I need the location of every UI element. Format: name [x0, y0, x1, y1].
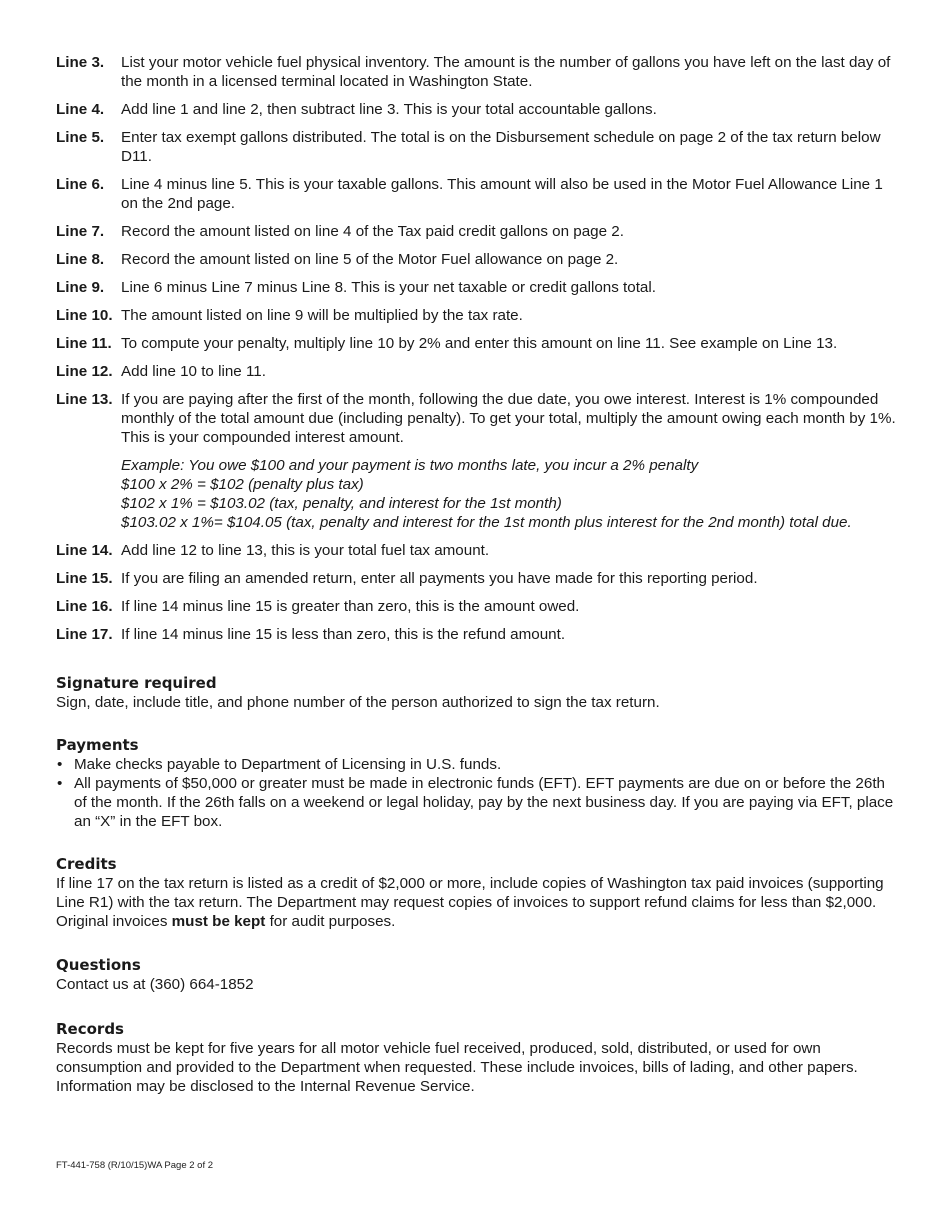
line-label: Line 6. [56, 176, 105, 193]
line-text: Add line 10 to line 11. [121, 363, 266, 380]
records-section [56, 1020, 896, 1096]
line-label: Line 12. [56, 363, 113, 380]
line-7 [56, 222, 896, 241]
line-text: List your motor vehicle fuel physical inventory. The amount is the number of gallons you have left on the last day of the month in a licensed terminal located in Washington State. [121, 54, 891, 90]
line-9 [56, 278, 896, 297]
line-text: The amount listed on line 9 will be multiplied by the tax rate. [121, 307, 523, 324]
section-text [56, 874, 896, 931]
section-heading: Payments [56, 736, 139, 754]
questions-section [56, 956, 896, 994]
line-label: Line 13. [56, 391, 113, 408]
line-14 [56, 541, 896, 560]
list-item: • Make checks payable to Department of Licensing in U.S. funds. [56, 755, 896, 774]
list-item: • All payments of $50,000 or greater must be made in electronic funds (EFT). EFT payments are due on or before the 26th of the month. If the 26th falls on a weekend or legal holiday, pay by the next business day. If you are paying via EFT, place an “X” in the EFT box. [56, 774, 896, 831]
line-label: Line 11. [56, 335, 112, 352]
line-text: Record the amount listed on line 4 of the Tax paid credit gallons on page 2. [121, 223, 624, 240]
signature-section [56, 674, 896, 712]
example-line: $100 x 2% = $102 (penalty plus tax) [121, 476, 364, 493]
payments-section [56, 736, 896, 831]
line-15 [56, 569, 896, 588]
line-12 [56, 362, 896, 381]
interest-example [121, 456, 896, 532]
line-3 [56, 53, 896, 91]
section-heading: Records [56, 1020, 124, 1038]
line-label: Line 4. [56, 101, 105, 118]
example-line: $102 x 1% = $103.02 (tax, penalty, and interest for the 1st month) [121, 495, 562, 512]
line-8 [56, 250, 896, 269]
line-label: Line 7. [56, 223, 105, 240]
line-text: If line 14 minus line 15 is less than zero, this is the refund amount. [121, 626, 566, 643]
line-text-block [121, 390, 896, 532]
example-line: Example: You owe $100 and your payment is two months late, you incur a 2% penalty [121, 457, 699, 474]
line-label: Line 14. [56, 542, 113, 559]
line-text: Add line 1 and line 2, then subtract line 3. This is your total accountable gallons. [121, 101, 657, 118]
line-text: Add line 12 to line 13, this is your total fuel tax amount. [121, 542, 490, 559]
line-text: To compute your penalty, multiply line 10 by 2% and enter this amount on line 11. See example on Line 13. [121, 335, 838, 352]
credits-text: If line 17 on the tax return is listed as a credit of $2,000 or more, include copies of Washington tax paid invoices (supporting Line R1) with the tax return. The Department may request copies of invoices to support refund claims for less than $2,000. Original invoices [56, 875, 884, 930]
section-text: Sign, date, include title, and phone number of the person authorized to sign the tax return. [56, 694, 660, 711]
credits-text-end: for audit purposes. [265, 913, 396, 930]
line-label: Line 10. [56, 307, 113, 324]
section-heading: Questions [56, 956, 141, 974]
line-17 [56, 625, 896, 644]
line-label: Line 3. [56, 54, 105, 71]
example-line: $103.02 x 1%= $104.05 (tax, penalty and interest for the 1st month plus interest for the 2nd month) total due. [121, 514, 852, 531]
line-text: Record the amount listed on line 5 of the Motor Fuel allowance on page 2. [121, 251, 619, 268]
line-text: If you are filing an amended return, enter all payments you have made for this reporting period. [121, 570, 758, 587]
line-text: Line 6 minus Line 7 minus Line 8. This is your net taxable or credit gallons total. [121, 279, 656, 296]
section-heading: Signature required [56, 674, 217, 692]
contact-phone: Contact us at (360) 664-1852 [56, 976, 254, 993]
payments-list [56, 755, 896, 831]
section-heading: Credits [56, 855, 117, 873]
section-text: Records must be kept for five years for all motor vehicle fuel received, produced, sold, distributed, or used for own consumption and provided to the Department when requested. These include invoices, bills of lading, and other papers. Information may be disclosed to the Internal Revenue Service. [56, 1040, 858, 1095]
line-label: Line 16. [56, 598, 113, 615]
line-text: If line 14 minus line 15 is greater than zero, this is the amount owed. [121, 598, 580, 615]
form-footer: FT-441-758 (R/10/15)WA Page 2 of 2 [56, 1160, 214, 1171]
line-label: Line 5. [56, 129, 105, 146]
line-13 [56, 390, 896, 532]
line-label: Line 9. [56, 279, 105, 296]
line-10 [56, 306, 896, 325]
line-6 [56, 175, 896, 213]
credits-section [56, 855, 896, 931]
line-11 [56, 334, 896, 353]
line-label: Line 8. [56, 251, 105, 268]
line-label: Line 17. [56, 626, 113, 643]
line-text: If you are paying after the first of the month, following the due date, you owe interest. Interest is 1% compounded monthly of the total amount due (including penalty). To get your total, multiply the amount owing each month by 1%. This is your compounded interest amount. [121, 391, 896, 446]
line-text: Enter tax exempt gallons distributed. The total is on the Disbursement schedule on page 2 of the tax return below D11. [121, 129, 881, 165]
line-label: Line 15. [56, 570, 113, 587]
credits-emphasis: must be kept [171, 913, 266, 930]
instructions-page [56, 53, 896, 1096]
line-4 [56, 100, 896, 119]
line-text: Line 4 minus line 5. This is your taxable gallons. This amount will also be used in the Motor Fuel Allowance Line 1 on the 2nd page. [121, 176, 883, 212]
line-16 [56, 597, 896, 616]
line-5 [56, 128, 896, 166]
